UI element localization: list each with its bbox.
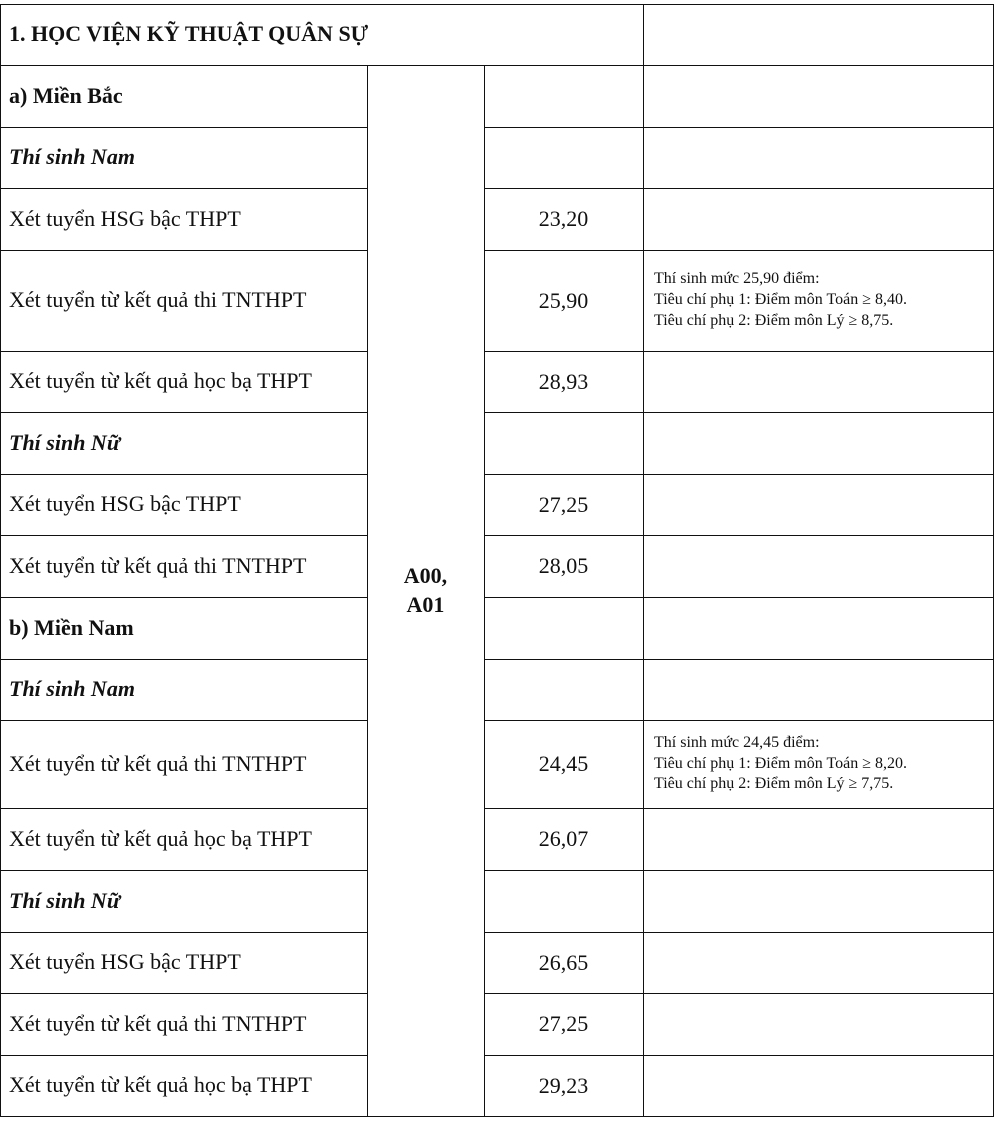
- grid-line: [0, 4, 994, 5]
- grid-line: [0, 412, 368, 413]
- grid-line: [0, 474, 368, 475]
- subject-block-line-2: A01: [406, 591, 445, 617]
- note-cell: [643, 65, 993, 127]
- section-label: a) Miền Bắc: [9, 82, 123, 108]
- grid-line: [484, 720, 994, 721]
- note-cell: [643, 351, 993, 412]
- grid-line: [643, 4, 644, 1117]
- grid-line: [484, 127, 994, 128]
- grid-line: [0, 4, 1, 1117]
- admission-method-label: Xét tuyển từ kết quả học bạ THPT: [9, 1072, 312, 1098]
- score-cell: [484, 127, 643, 188]
- section-label: Thí sinh Nữ: [9, 429, 120, 455]
- admission-method-label: Xét tuyển từ kết quả học bạ THPT: [9, 825, 312, 851]
- score-cell: 27,25: [538, 491, 589, 517]
- grid-line: [0, 188, 368, 189]
- note-cell: [643, 474, 993, 535]
- score-cell: 27,25: [538, 1011, 589, 1036]
- subject-block-cell: [367, 65, 484, 1116]
- note-line: Thí sinh mức 24,45 điểm:: [654, 733, 820, 751]
- grid-line: [484, 535, 994, 536]
- grid-line: [0, 659, 368, 660]
- grid-line: [0, 808, 368, 809]
- note-line: Tiêu chí phụ 1: Điểm môn Toán ≥ 8,20.: [654, 754, 907, 772]
- admission-method-label: Xét tuyển HSG bậc THPT: [9, 205, 241, 231]
- grid-line: [367, 65, 368, 1117]
- note-cell: [643, 597, 993, 659]
- grid-line: [0, 535, 368, 536]
- admission-method-label: Xét tuyển HSG bậc THPT: [9, 949, 241, 975]
- grid-line: [0, 993, 368, 994]
- score-cell: [484, 65, 643, 127]
- note-cell: [643, 720, 993, 808]
- grid-line: [484, 932, 994, 933]
- grid-line: [0, 351, 368, 352]
- score-cell: 25,90: [538, 287, 589, 313]
- grid-line: [0, 597, 368, 598]
- grid-line: [484, 870, 994, 871]
- score-cell: 24,45: [538, 751, 589, 776]
- note-cell: [643, 659, 993, 720]
- score-cell: [484, 597, 643, 659]
- grid-line: [484, 412, 994, 413]
- grid-line: [484, 808, 994, 809]
- note-cell: [643, 993, 993, 1055]
- note-line: Tiêu chí phụ 2: Điểm môn Lý ≥ 8,75.: [654, 311, 894, 329]
- note-cell: [643, 250, 993, 351]
- score-cell: 29,23: [538, 1072, 589, 1098]
- grid-line: [0, 870, 368, 871]
- grid-line: [484, 351, 994, 352]
- grid-line: [0, 65, 994, 66]
- note-line: Tiêu chí phụ 1: Điểm môn Toán ≥ 8,40.: [654, 291, 907, 309]
- score-cell: 28,05: [538, 553, 589, 578]
- admission-method-label: Xét tuyển HSG bậc THPT: [9, 491, 241, 517]
- grid-line: [484, 188, 994, 189]
- grid-line: [484, 993, 994, 994]
- admission-method-label: Xét tuyển từ kết quả thi TNTHPT: [9, 1010, 307, 1036]
- section-label: Thí sinh Nam: [9, 676, 135, 702]
- table-title: 1. HỌC VIỆN KỸ THUẬT QUÂN SỰ: [9, 21, 369, 47]
- admission-method-label: Xét tuyển từ kết quả thi TNTHPT: [9, 287, 307, 313]
- admission-method-label: Xét tuyển từ kết quả học bạ THPT: [9, 368, 312, 394]
- grid-line: [0, 720, 368, 721]
- grid-line: [993, 4, 994, 1117]
- score-cell: [484, 412, 643, 474]
- grid-line: [0, 932, 368, 933]
- grid-line: [484, 65, 485, 1117]
- grid-line: [0, 1055, 368, 1056]
- grid-line: [0, 127, 368, 128]
- grid-line: [0, 250, 368, 251]
- admission-method-label: Xét tuyển từ kết quả thi TNTHPT: [9, 750, 307, 776]
- score-cell: [484, 659, 643, 720]
- score-cell: 26,07: [538, 826, 589, 851]
- note-line: Thí sinh mức 25,90 điểm:: [654, 270, 820, 288]
- admission-method-label: Xét tuyển từ kết quả thi TNTHPT: [9, 552, 307, 578]
- section-label: b) Miền Nam: [9, 614, 134, 640]
- note-line: Tiêu chí phụ 2: Điểm môn Lý ≥ 7,75.: [654, 775, 894, 793]
- note-cell: [643, 127, 993, 188]
- grid-line: [484, 250, 994, 251]
- score-cell: [484, 870, 643, 932]
- grid-line: [484, 474, 994, 475]
- note-cell: [643, 808, 993, 870]
- note-cell: [643, 535, 993, 597]
- score-cell: 23,20: [538, 206, 589, 231]
- score-cell: 26,65: [538, 949, 589, 975]
- section-label: Thí sinh Nữ: [9, 887, 120, 913]
- note-cell: [643, 412, 993, 474]
- note-cell: [643, 188, 993, 250]
- grid-line: [0, 1116, 994, 1117]
- score-cell: 28,93: [538, 368, 589, 394]
- note-cell: [643, 932, 993, 993]
- grid-line: [484, 1055, 994, 1056]
- section-label: Thí sinh Nam: [9, 144, 135, 170]
- grid-line: [484, 659, 994, 660]
- subject-block-line-1: A00,: [403, 562, 448, 588]
- note-cell: [643, 870, 993, 932]
- note-cell: [643, 1055, 993, 1116]
- grid-line: [484, 597, 994, 598]
